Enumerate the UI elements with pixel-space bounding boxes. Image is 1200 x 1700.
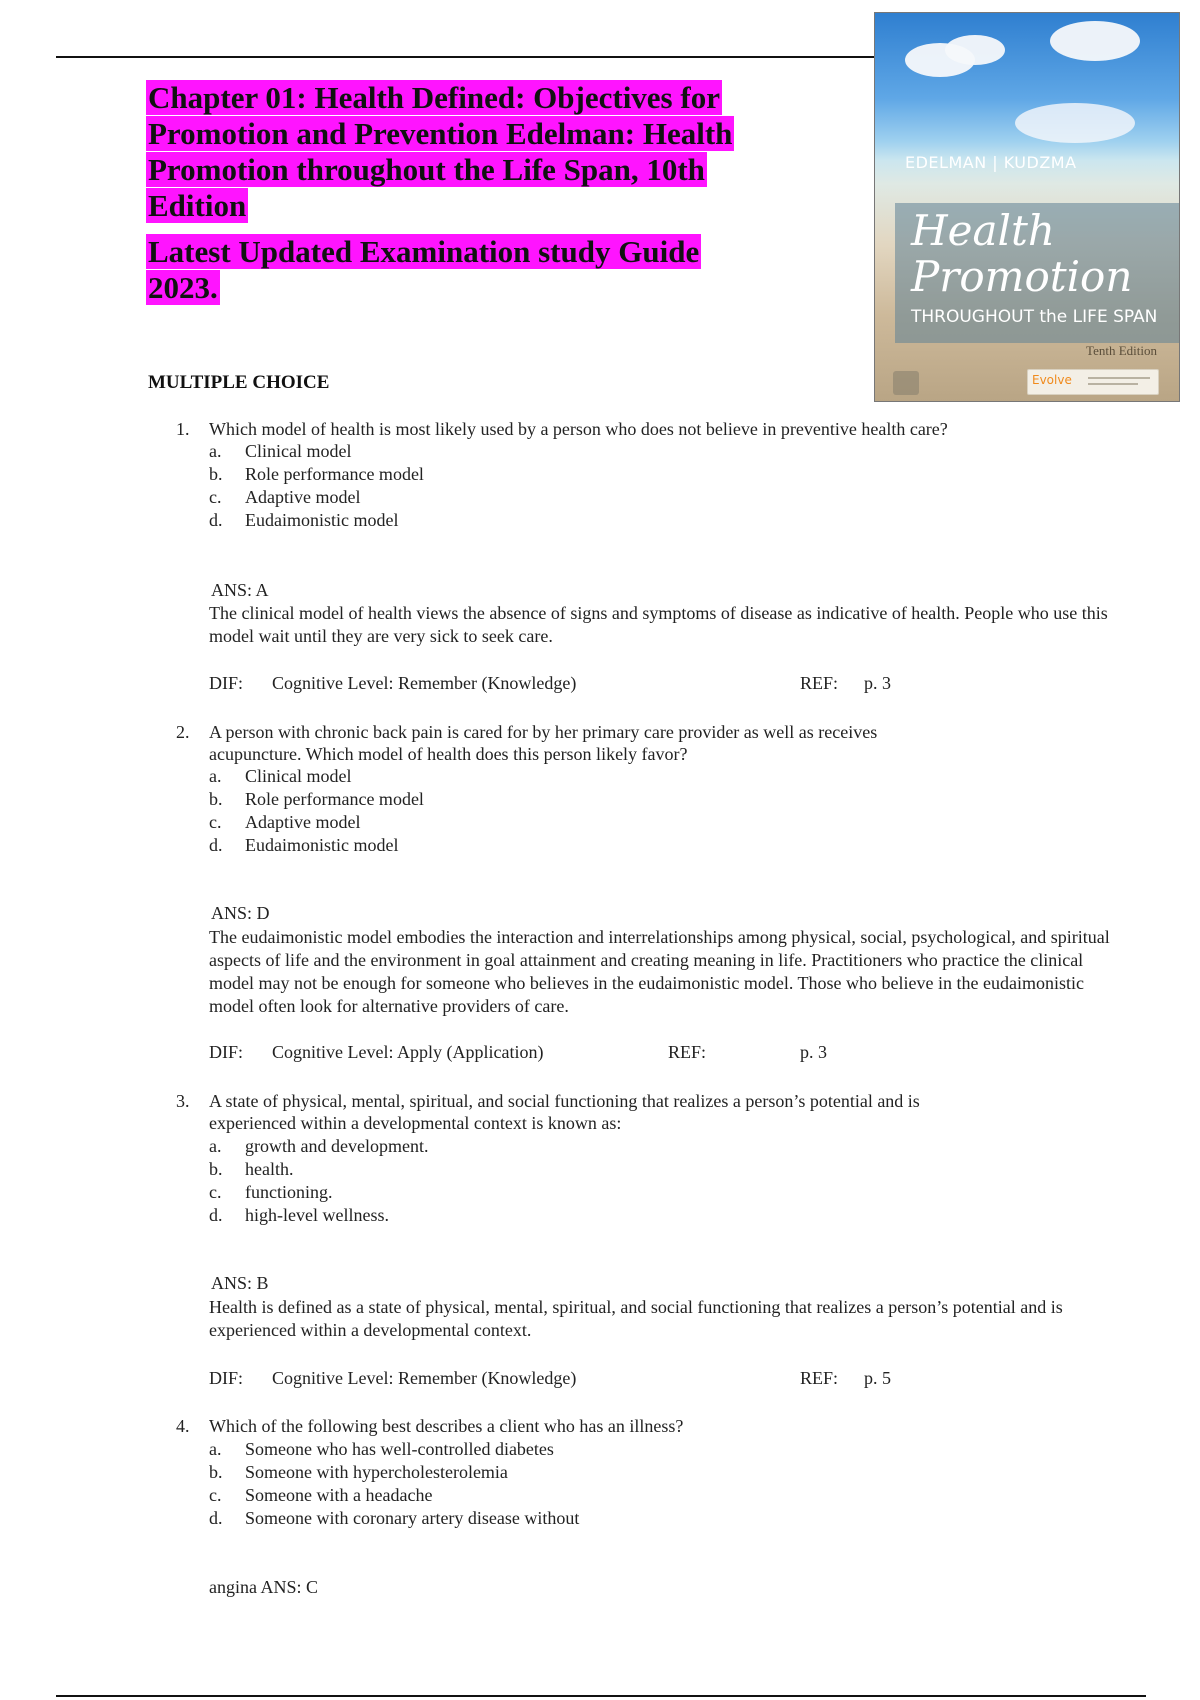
- ref-label: REF:: [800, 673, 839, 693]
- cloud-shape: [1015, 103, 1135, 143]
- page-reference: p. 3: [864, 673, 891, 693]
- top-rule: [56, 56, 876, 58]
- question-text: Which of the following best describes a client who has an illness?: [209, 1416, 684, 1436]
- cloud-shape: [945, 35, 1005, 65]
- ref-label: REF:: [668, 1042, 707, 1062]
- rationale: Health is defined as a state of physical, mental, spiritual, and social functioning that realizes a person’s potential and is experienced within a developmental context.: [209, 1297, 1063, 1340]
- chapter-title: Chapter 01: Health Defined: Objectives for Promotion and Prevention Edelman: Health Promotion throughout the Life Span, 10th Edition: [148, 80, 733, 223]
- book-cover-image: [874, 12, 1180, 402]
- question-meta: [209, 1368, 1109, 1392]
- evolve-badge: [1027, 369, 1159, 395]
- question-number: 2.: [176, 722, 190, 742]
- question-text: Which model of health is most likely used by a person who does not believe in preventive health care?: [209, 419, 948, 439]
- publisher-logo-icon: [893, 371, 919, 395]
- cover-edition: Tenth Edition: [1086, 343, 1157, 358]
- answer-key: ANS: A: [211, 580, 269, 600]
- question-text: A person with chronic back pain is cared for by her primary care provider as well as receives acupuncture. Which model of health does this person likely favor?: [209, 722, 878, 764]
- question-text: A state of physical, mental, spiritual, and social functioning that realizes a person’s potential and is experienced within a developmental context is known as:: [209, 1091, 920, 1133]
- cover-subtitle: THROUGHOUT the LIFE SPAN: [911, 307, 1158, 327]
- question-number: 3.: [176, 1091, 190, 1111]
- dif-label: DIF:: [209, 1368, 244, 1388]
- question-meta: [209, 673, 1109, 697]
- bottom-rule: [56, 1695, 1146, 1697]
- difficulty: Cognitive Level: Remember (Knowledge): [272, 1368, 577, 1388]
- rationale: The clinical model of health views the absence of signs and symptoms of disease as indicative of health. People who use this model wait until they are very sick to seek care.: [209, 603, 1108, 646]
- dif-label: DIF:: [209, 1042, 244, 1062]
- rationale: The eudaimonistic model embodies the interaction and interrelationships among physical, social, psychological, and spiritual aspects of life and the environment in goal attainment and creating meaning in life. Practitioners who practice the clinical model may not be enough for someone who believes in the eudaimonistic model. Those who believe in the eudaimonistic model often look for alternative providers of care.: [209, 927, 1110, 1016]
- question-number: 1.: [176, 419, 190, 439]
- question-number: 4.: [176, 1416, 190, 1436]
- ref-label: REF:: [800, 1368, 839, 1388]
- page-reference: p. 5: [864, 1368, 891, 1388]
- dif-label: DIF:: [209, 673, 244, 693]
- evolve-label: Evolve: [1032, 373, 1072, 387]
- cover-title: Health Promotion: [911, 206, 1133, 301]
- section-heading: MULTIPLE CHOICE: [148, 372, 330, 393]
- answer-key: ANS: B: [211, 1273, 269, 1293]
- answer-key: angina ANS: C: [209, 1577, 319, 1597]
- cloud-shape: [1050, 21, 1140, 61]
- guide-subtitle: Latest Updated Examination study Guide 2023.: [148, 234, 700, 305]
- cover-authors: EDELMAN | KUDZMA: [905, 153, 1077, 172]
- difficulty: Cognitive Level: Remember (Knowledge): [272, 673, 577, 693]
- document-title: [146, 80, 746, 306]
- answer-key: ANS: D: [211, 903, 270, 923]
- page-reference: p. 3: [800, 1042, 827, 1062]
- difficulty: Cognitive Level: Apply (Application): [272, 1042, 544, 1062]
- question-meta: [209, 1042, 1109, 1066]
